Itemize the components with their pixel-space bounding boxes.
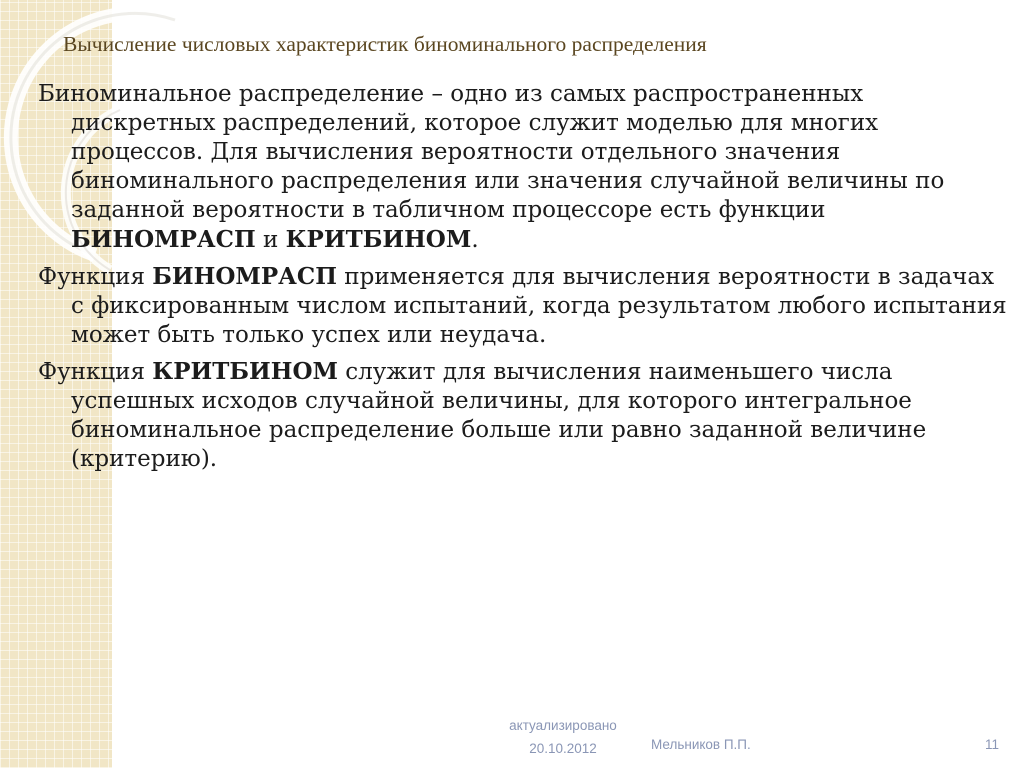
footer-date <box>468 714 658 760</box>
slide-title: Вычисление числовых характеристик биноминального распределения <box>63 32 707 56</box>
para1-text3: . <box>471 227 479 253</box>
para1-func-binomrasp: БИНОМРАСП <box>71 226 256 253</box>
para1-text1: Биноминальное распределение – одно из самых распространенных дискретных распределений, которое служит моделью для многих процессов. Для вычисления вероятности отдельного значения биноминального распределения или значения случайной величины по заданной вероятности в табличном процессоре есть функции <box>38 81 945 223</box>
slide-number: 11 <box>985 737 1000 752</box>
para2-func-binomrasp: БИНОМРАСП <box>152 263 337 290</box>
para3-text1: Функция <box>38 359 153 385</box>
footer-author: Мельников П.П. <box>651 737 751 752</box>
paragraph-binomial-intro <box>38 80 1008 255</box>
paragraph-binomrasp <box>38 262 1008 350</box>
footer-date-value: 20.10.2012 <box>529 741 597 756</box>
para3-text2: служит для вычисления наименьшего числа успешных исходов случайной величины, для которого интегральное биноминальное распределение больше или равно заданной величине (критерию). <box>71 359 927 472</box>
para1-func-kritbinom: КРИТБИНОМ <box>285 226 472 253</box>
para1-text2: и <box>255 227 286 253</box>
para2-text1: Функция <box>38 264 153 290</box>
para3-func-kritbinom: КРИТБИНОМ <box>152 358 338 385</box>
slide-body <box>38 80 1008 481</box>
para2-text2: применяется для вычисления вероятности в задачах с фиксированным числом испытаний, когда результатом любого испытания может быть только успех или неудача. <box>71 264 1007 348</box>
paragraph-kritbinom <box>38 357 1008 474</box>
footer-date-caption: актуализировано <box>509 718 617 733</box>
